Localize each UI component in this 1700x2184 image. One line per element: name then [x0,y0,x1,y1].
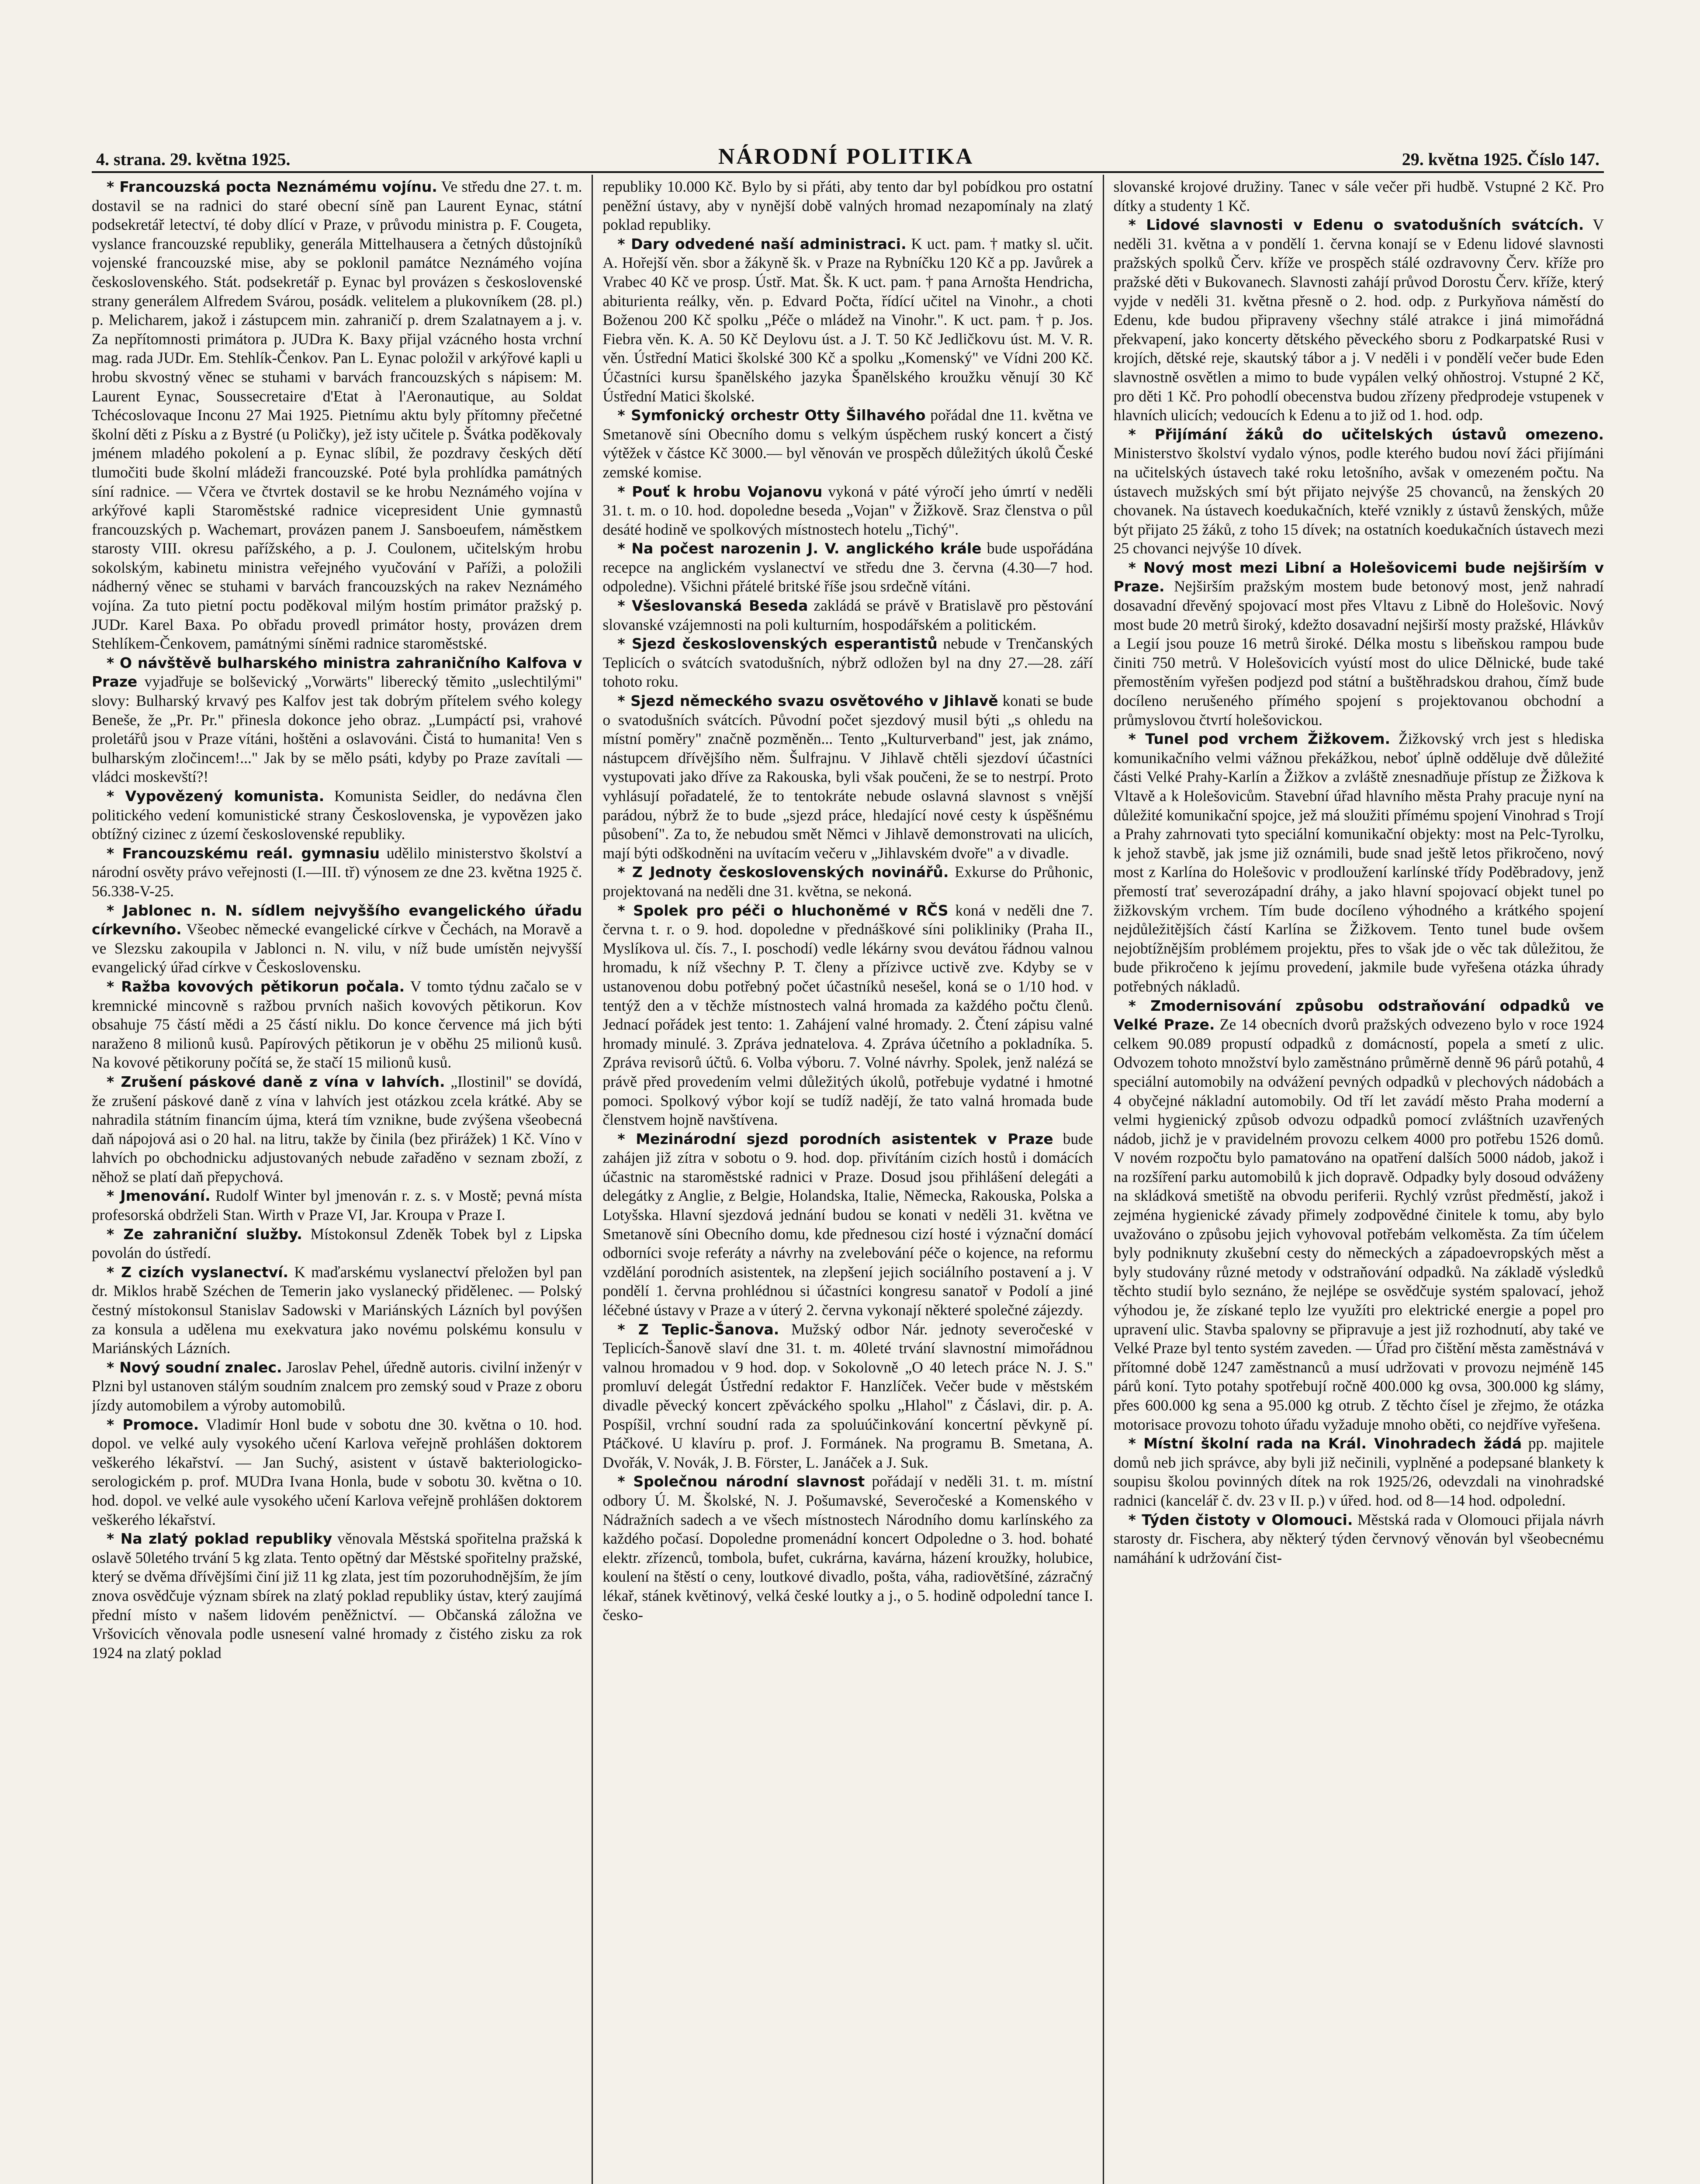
news-item-body: Jaroslav Pehel, úředně autoris. civilní inženýr v Plzni byl ustanoven stálým soudním znalcem pro zemský soud v Praze z oboru jízdy automobilem a výroby automobilů. [92,1358,582,1414]
news-item [602,1472,1093,1624]
news-item-headline: * Jablonec n. N. sídlem nejvyššího evangelického úřadu církevního. [92,902,582,938]
news-item-headline: * Lidové slavnosti v Edenu o svatodušních svátcích. [1128,216,1584,234]
news-item [602,596,1093,634]
news-item-headline: * Ze zahraniční služby. [107,1225,302,1243]
news-item-headline: * Přijímání žáků do učitelských ústavů omezeno. [1128,425,1604,443]
news-item-headline: * Společnou národní slavnost [617,1473,865,1490]
news-item-headline: * Týden čistoty v Olomouci. [1128,1511,1353,1528]
news-item-body: Žižkovský vrch jest s hlediska komunikačního velmi vážnou překážkou, neboť úplně odděluje dvě důležité části Velké Prahy-Karlín a Žižkov a zvláště znesnadňuje přístup ze Žižkova k Vltavě a k Holešovicům. Stavební úřad hlavního města Prahy pracuje nyní na důležité komunikační spojce, jež má sloužiti přímému spojení Vinohrad s Trojí a Prahy zahrnovati tyto speciální komunikační objekty: most na Pelc-Tyrolku, k jehož stavbě, jak jsme již oznámili, bude snad ještě letos přikročeno, nový most z Karlína do Holešovic v prodloužení karlínské třídy Poděbradovy, jenž přemostí trať severozápadní dráhy, a jako hlavní spojovací objekt tunel po žižkovským vrchem. Tím bude docíleno výhodného a krátkého spojení nejdůležitějších částí Karlína se Žižkovem. Tento tunel bude ovšem nejobtížnějším problémem projektu, přes to však jde o věc tak důležitou, že bude přikročeno k jejímu provedení, jakmile bude vyřešena otázka úhrady potřebných nákladů. [1113,730,1604,995]
news-item-headline: * Nový soudní znalec. [107,1358,282,1376]
page-header [96,139,1600,169]
news-item-body: Ministerstvo školství vydalo výnos, podle kterého budou noví žáci přijímáni na učitelských ústavech také roku letošního, avšak v omezeném počtu. Na ústavech mužských smí být přijato nejvýše 25 chovanců, na ženských 20 chovanek. Na ústavech koedukačních, kteřé vznikly z ústavů ženských, může být přijato 25 žáků, z toho 15 dívek; na ostatních koedukačních ústavech mezi 25 chovanci nejvýše 10 dívek. [1113,444,1604,557]
news-item-body: Ve středu dne 27. t. m. dostavil se na radnici do staré obecní síně pan Laurent Eynac, státní podsekretář letectví, té doby dlící v Praze, v průvodu ministra p. F. Cougeta, vyslance francouzské republiky, generála Mittelhausera a četných důstojníků vojenské francouzské mise, aby se poklonil památce Neznámého vojína československého. Stát. podsekretář p. Eynac byl provázen s československé strany generálem Alfredem Svárou, posádk. velitelem a plukovníkem (28. pl.) p. Melicharem, jakož i zástupcem min. zahraničí p. drem Szalatnayem a j. v. Za nepřítomnosti primátora p. JUDra K. Baxy přijal vzácného hosta vrchní mag. rada JUDr. Em. Stehlík-Čenkov. Pan L. Eynac položil v arkýřové kapli u hrobu skvostný věnec se stuhami v barvách francouzských s nápisem: M. Laurent Eynac, Soussecretaire d'Etat à l'Aeronautique, au Soldat Tchécoslovaque Inconu 27 Mai 1925. Pietnímu aktu byly přítomny přečetné školní děti z Písku a z Bystré (u Poličky), jež isty učitele p. Švátka poděkovaly jménem mladého pokolení a p. Eynac slíbil, že pozdravy českých dětí tlumočiti bude školní mládeži francouzské. Poté byla prohlídka památných síní radnice. — Včera ve čtvrtek dostavil se ke hrobu Neznámého vojína v arkýřové kapli Staroměstské radnice vicepresident Unie gymnastů francouzských p. Wachemart, provázen panem J. Sansboeufem, náměstkem starosty VIII. okresu pařížského, a p. J. Coulonem, učitelským hrobu sokolským, kabinetu ministra veřejného vyučování v Paříži, a položili nádherný věnec se stuhami v barvách francouzských na rakev Neznámého vojína. Za tuto pietní poctu poděkoval milým hostím primátor pražský p. JUDr. Karel Baxa. Po obřadu provedl primátor hosty, provázen drem Stehlíkem-Čenkovem, památnými síněmi radnice staroměstské. [92,178,582,653]
news-item [92,901,582,977]
news-item-body: Komunista Seidler, do nedávna člen politického vedení komunistické strany Československa, je vypovězen jako obtížný cizinec z území československé republiky. [92,787,582,843]
news-item-headline: * Dary odvedené naší administraci. [617,235,907,252]
news-item-body: konati se bude o svatodušních svátcích. Původní počet sjezdový musil býti „s ohledu na místní poměry" značně pozměněn... Tento „Kulturverband" jest, jak známo, nástupcem dřívějšího něm. Šulfrajnu. V Jihlavě chtěli sjezdoví účastníci vystupovati jako dříve za Rakouska, byli však poučeni, že se to nestrpí. Proto vyhlásují pořadatelé, že to tentokráte nebude oslavná slavnost s vnější parádou, nýbrž že to bude „sjezd práce, hledající nové cesty k úspěšnému působení". Za to, že nebudou smět Němci v Jihlavě demonstrovati na ulicích, mají býti odškodněni na uvítacím večeru v „Jihlavském dvoře" a v divadle. [602,692,1093,862]
news-item [1114,1510,1604,1568]
news-item [1114,729,1604,996]
news-item [92,1186,582,1224]
news-item [1114,996,1604,1434]
news-item-body: bude uspořádána recepce na anglickém vyslanectví ve středu dne 3. června (4.30—7 hod. odpoledne). Všichni přátelé britské říše jsou srdečně vítáni. [602,539,1093,595]
masthead-title: NÁRODNÍ POLITIKA [718,144,974,169]
news-item-headline: * Zmodernisování způsobu odstraňování odpadků ve Velké Praze. [1113,997,1604,1033]
news-item [92,1529,582,1662]
news-item [92,1358,582,1415]
news-item [602,539,1093,596]
news-item-headline: * Sjezd německého svazu osvětového v Jihlavě [617,692,998,710]
news-item [1114,177,1604,215]
news-item [92,977,582,1072]
news-item [602,482,1093,539]
news-item [602,235,1093,406]
news-item-body: Vladimír Honl bude v sobotu dne 30. května o 10. hod. dopol. ve velké auly vysokého učení Karlova veřejně prohlášen doktorem veškerého lékařství. — Jan Suchý, asistent v ústavě bakteriologicko-serologickém p. prof. MUDra Ivana Honla, bude v sobotu 30. května o 10. hod. dopol. ve velké aule vysokého učení Karlova veřejně prohlášen doktorem veškerého lékařství. [92,1415,582,1528]
news-item-body: Exkurse do Průhonic, projektovaná na neděli dne 31. května, se nekoná. [602,863,1093,900]
news-item [602,1320,1093,1472]
news-item [602,177,1093,235]
news-item [92,844,582,901]
news-item-body: K maďarskému vyslanectví přeložen byl pan dr. Miklos hrabě Széchen de Temerin jako vyslanecký přidělenec. — Polský čestný místokonsul Stanislav Sadowski v Mariánských Lázních byl povýšen za konsula a udělena mu exekvatura jako novému polskému konsulu v Mariánských Lázních. [92,1263,582,1357]
news-item [92,1072,582,1187]
news-item [92,1225,582,1263]
news-item-headline: * Z Jednoty československých novinářů. [617,864,949,881]
article-columns [92,175,1604,2184]
news-item-headline: * Mezinárodní sjezd porodních asistentek v Praze [617,1130,1053,1147]
news-item-body: pp. majitele domů neb jich správce, aby byli již nečinili, vyplněné a podepsané blankety k soupisu školou povinných dítek na rok 1925/26, odevzdali na vinohradské radnici (kancelář č. dv. 23 v II. p.) v úřed. hod. od 8—14 hod. odpolední. [1113,1434,1604,1509]
news-item-body: Místokonsul Zdeněk Tobek byl z Lipska povolán do ústředí. [92,1225,582,1262]
news-item-body: pořádal dne 11. května ve Smetanově síni Obecního domu s velkým úspěchem ruský koncert a čistý výtěžek v částce Kč 3000.— byl věnován ve prospěch důležitých úkolů České zemské komise. [602,406,1093,481]
news-item-body: koná v neděli dne 7. června t. r. o 9. hod. dopoledne v přednáškové síni polikliniky (Praha II., Myslíkova ul. čís. 7., I. poschodí) vedle lékárny svou devátou řádnou valnou hromadu, k níž všechny P. T. členy a přízivce uctivě zve. Kdyby se v ustanovenou dobu potřebný počet účastníků nesešel, koná se o 1/10 hod. v tentýž den a v těchže místnostech valná hromada za každého počtu členů. Jednací pořádek jest tento: 1. Zahájení valné hromady. 2. Čtení zápisu valné hromady minulé. 3. Zpráva jednatelova. 4. Zpráva účetního a pokladníka. 5. Zpráva revisorů účtů. 6. Volba výboru. 7. Volné návrhy. Spolek, jenž nalézá se právě před provedením velmi důležitých úkolů, potřebuje vydatné i hmotné pomoci. Spolkový výbor kojí se tudíž nadějí, že tato valná hromada bude členstvem hojně navštívena. [602,901,1093,1129]
news-item [92,1415,582,1530]
news-item-headline: * Promoce. [107,1416,199,1433]
news-item [602,691,1093,863]
column-1 [92,175,592,2184]
news-item [1114,215,1604,425]
news-item-body: „Ilostinil" se dovídá, že zrušení páskové daně z vína v lahvích jest otázkou zcela krátké. Aby se nahradila státním financím újma, která tím vznikne, bude zvýšena všeobecná daň nápojová asi o 20 hal. na litru, takže by činila (bez přirážek) 1 Kč. Víno v lahvích po obchodnicku adjustovaných nebude zařaděno v seznam zboží, z něhož se platí daň přepychová. [92,1072,582,1185]
news-item-body: Městská rada v Olomouci přijala návrh starosty dr. Fischera, aby některý týden červnový věnován byl všeobecnému namáhání k udržování čist- [1113,1510,1604,1566]
news-item-headline: * Zrušení páskové daně z vína v lahvích. [107,1073,445,1090]
news-item-headline: * Na zlatý poklad republiky [107,1530,332,1548]
news-item-body: republiky 10.000 Kč. Bylo by si přáti, aby tento dar byl pobídkou pro ostatní peněžní ústavy, aby v nynější době valných hromad nezapomínaly na zlatý poklad republiky. [602,178,1093,234]
news-item [602,863,1093,901]
news-item-headline: * Sjezd československých esperantistů [617,635,938,653]
news-item-body: pořádají v neděli 31. t. m. místní odbory Ú. M. Školské, N. J. Pošumavské, Severočeské a Komenského v Nádražních sadech a ve všech místnostech Národního domu karlínského za každého počasí. Dopoledne promenádní koncert Odpoledne o 3. hod. bohaté elektr. zřízenců, tombola, bufet, cukrárna, kavárna, házení kroužky, holubice, koulení na štěstí o ceny, loutkové divadlo, pošta, váha, radiovětšíné, zázračný lékař, stánek květinový, velká české loutky a j., o 5. hodině odpolední tance I. česko- [602,1472,1093,1624]
news-item-body: V tomto týdnu začalo se v kremnické mincovně s ražbou prvních našich kovových pětikorun. Kov obsahuje 75 částí mědi a 25 částí niklu. Do konce července má jich býti naraženo 8 milionů kusů. Papírových pětikorun je v oběhu 25 milionů kusů. Na kovové pětikoruny počítá se, že stačí 15 milionů kusů. [92,977,582,1071]
news-item-headline: * Z cizích vyslanectví. [107,1263,289,1281]
column-2 [592,175,1102,2184]
news-item-headline: * Nový most mezi Libní a Holešovicemi bude nejširším v Praze. [1113,559,1604,595]
news-item-headline: * O návštěvě bulharského ministra zahraničního Kalfova v Praze [92,654,582,691]
news-item-body: Rudolf Winter byl jmenován r. z. s. v Mostě; pevná místa profesorská obdrželi Stan. Wirth v Praze VI, Jar. Kroupa v Praze I. [92,1187,582,1224]
news-item-headline: * Z Teplic-Šanova. [617,1320,779,1338]
news-item-headline: * Tunel pod vrchem Žižkovem. [1128,730,1391,748]
news-item-body: Ze 14 obecních dvorů pražských odvezeno bylo v roce 1924 celkem 90.089 propustí odpadků z domácností, popela a smetí z ulic. Odvozem tohoto množství bylo zaměstnáno průměrně denně 96 párů potahů, 4 speciální automobily na odvážení pevných odpadků v plechových nádobách a 4 obyčejné nákladní automobily. Od tří let zavádí město Praha moderní a velmi hygienický způsob odvozu odpadků pomocí zvláštních uzavřených nádob, jichž je v pravidelném provozu celkem 4000 pro potřebu 1526 domů. V novém rozpočtu bylo pamatováno na opatření dalších 5000 nádob, jakož i na rozšíření parku automobilů k jich dopravě. Odpadky byly dosoud odváženy na skládková smetiště na obvodu periferii. Rychlý vzrůst předměstí, jakož i zejména hygienické závady přimely zodpovědné činitele k tomu, aby bylo uvažováno o způsobu jejich vyhovoval potřebám velkoměsta. Za tím účelem byly podniknuty zkušební cesty do německých a západoevropských měst a byly studovány různé metody v odstraňování odpadků. Na základě výsledků těchto studií bylo seznáno, že nejlépe se osvědčuje systém spalovací, jehož výhodou je, že získané teplo lze využíti pro elektrické energie a popel pro upravení ulic. Stavba spalovny se připravuje a jest již rozhodnutí, aby také ve Velké Praze byl tento systém zaveden. — Úřad pro čištění města zaměstnává v přítomné době 1247 zaměstnanců a musí udržovati v provozu nejméně 145 párů koní. Tyto potahy spotřebují ročně 400.000 kg ovsa, 300.000 kg slámy, přes 600.000 kg sena a 95.000 kg otrub. Z těchto čísel je zřejmo, že otázka motorisace provozu tohoto úřadu vyžaduje mnoho oběti, co nejdříve vyřešena. [1113,1016,1604,1433]
news-item-headline: * Na počest narozenin J. V. anglického krále [617,540,982,557]
news-item-headline: * Francouzskému reál. gymnasiu [107,844,380,862]
news-item-body: bude zahájen již zítra v sobotu o 9. hod. dop. přivítáním cizích hostů i domácích účastnic na staroměstské radnici v Praze. Dosud jsou přihlášení delegáti a delegátky z Anglie, z Belgie, Holandska, Italie, Německa, Rakouska, Polska a Lotyšska. Hlavní sjezdová jednání budou se konati v neděli 31. května ve Smetanově síni Obecního domu, kde přednesou cizí hosté i význační domácí odborníci svoje referáty a návrhy na zvelebování péče o kojence, na reformu vzdělání porodních asistentek, na zlepšení jejich sociálního postavení a j. V pondělí 1. června prohlédnou si účastníci kongresu sanatoř v Podolí a jiné léčebné ústavy v Praze a v úterý 2. června vykonají některé společné zájezdy. [602,1130,1093,1319]
news-item-body: vyjadřuje se bolševický „Vorwärts" liberecký těmito „uslechtilými" slovy: Bulharský krvavý pes Kalfov jest tak dobrým přítelem svého kolegy Beneše, že „Pr. Pr." přinesla dokonce jeho obraz. „Lumpáctí psi, vrahové proletářů jsou v Praze vítáni, hoštěni a oslavováni. Čistá to humanita! Ven s bulharským zločincem!..." Jak by se mělo psáti, kdyby po Praze zavítali — vládci moskevští?! [92,673,582,786]
news-item-body: nebude v Trenčanských Teplicích o svátcích svatodušních, nýbrž odložen byl na dny 27.—28. září tohoto roku. [602,635,1093,691]
news-item-headline: * Symfonický orchestr Otty Šilhavého [617,407,926,424]
news-item-headline: * Všeslovanská Beseda [617,597,808,615]
news-item [92,1263,582,1358]
column-3 [1103,175,1604,2184]
news-item [602,406,1093,482]
news-item-headline: * Jmenování. [107,1187,211,1205]
news-item [1114,1434,1604,1510]
news-item [1114,425,1604,558]
news-item-body: vykoná v páté výročí jeho úmrtí v neděli 31. t. m. o 10. hod. dopoledne beseda „Vojan" v Žižkově. Sraz členstva o půl desáté hodině ve spolkových místnostech hotelu „Tichý". [602,482,1093,538]
news-item [602,901,1093,1130]
news-item [1114,558,1604,729]
news-item-body: V neděli 31. května a v pondělí 1. června konají se v Edenu lidové slavnosti pražských spolků Červ. kříže ve prospěch stálé ozdravovny Červ. kříže pro pražské děti v Bukovanech. Slavnosti zahájí průvod Dorostu Červ. kříže, který vyjde v neděli 31. května přesně o 2. hod. odp. z Purkyňova náměstí do Edenu, kde budou připraveny všechny stálé atrakce i jiná mimořádná překvapení, jako koncerty dětského pěveckého sboru z Podkarpatské Rusi v krojích, dětské reje, skautský tábor a j. V neděli i v pondělí večer bude Eden slavnostně osvětlen a mimo to bude vypálen velký ohňostroj. Vstupné 2 Kč, pro děti 1 Kč. Pro pohodlí obecenstva budou zřízeny předprodeje vstupenek v hlavních ulicích; vedoucích k Edenu a to již od 1. hod. odp. [1113,216,1604,424]
news-item-headline: * Vypovězený komunista. [107,788,325,805]
news-item [92,787,582,844]
news-item-headline: * Ražba kovových pětikorun počala. [107,978,405,995]
news-item-body: věnovala Městská spořitelna pražská k oslavě 50letého trvání 5 kg zlata. Tento opětný dar Městské spořitelny pražské, který se dvěma dřívějšími činí již 11 kg zlata, jest tím pozoruhodnějším, že jím znova osvědčuje význam sbírek na zlatý poklad republiky ústav, který zaujímá přední místo v našem lidovém peněžnictví. — Občanská záložna ve Vršovicích věnovala podle usnesení valné hromady z čistého zisku za rok 1924 na zlatý poklad [92,1530,582,1662]
news-item-headline: * Spolek pro péči o hluchoněmé v RČS [617,902,949,919]
news-item-body: slovanské krojové družiny. Tanec v sále večer při hudbě. Vstupné 2 Kč. Pro dítky a studenty 1 Kč. [1113,178,1604,214]
page-number-left: 4. strana. 29. května 1925. [96,149,291,169]
news-item-body: Nejširším pražským mostem bude betonový most, jenž nahradí dosavadní dřevěný spojovací most přes Vltavu z Libně do Holešovic. Nový most bude 20 metrů široký, kdežto dosavadní nejširší mosty pražské, Hlávkův a Legií jsou pouze 16 metrů široké. Délka mostu s libeňskou rampou bude činiti 750 metrů. V Holešovicích vyústí most do ulice Dělnické, bude také přemostěním vyřešen podjezd pod státní a buštěhradskou drahou, čímž bude docíleno nerušeného přímého spojení s projektovanou obchodní a průmyslovou čtvrtí holešovickou. [1113,577,1604,729]
news-item-headline: * Pouť k hrobu Vojanovu [617,483,823,500]
news-item-headline: * Francouzská pocta Neznámému vojínu. [107,178,437,195]
page-number-right: 29. května 1925. Číslo 147. [1402,149,1600,169]
news-item [602,1130,1093,1320]
header-rule [92,171,1604,173]
news-item-headline: * Místní školní rada na Král. Vinohradech žádá [1128,1435,1522,1452]
news-item-body: zakládá se právě v Bratislavě pro pěstování slovanské vzájemnosti na poli kulturním, hospodářském a politickém. [602,597,1093,633]
news-item-body: udělilo ministerstvo školství a národní osvěty právo veřejnosti (I.—III. tř) výnosem ze dne 23. května 1925 č. 56.338-V-25. [92,844,582,900]
news-item-body: K uct. pam. † matky sl. učit. A. Hořejší věn. sbor a žákyně šk. v Praze na Rybníčku 120 Kč a pp. Javůrek a Vrabec 40 Kč ve prosp. Ústř. Mat. Šk. K uct. pam. † pana Arnošta Hendricha, abiturienta reálky, věn. p. Edvard Počta, řídící učitel na Vinohr., a choti Boženou 200 Kč spolku „Péče o mládež na Vinohr.". K uct. pam. † p. Jos. Fiebra věn. K. A. 50 Kč Deylovu úst. a J. T. 50 Kč Jedličkovu úst. M. V. R. věn. Ústřední Matici školské 300 Kč a spolku „Komenský" ve Vídni 200 Kč. Účastníci kursu španělského jazyka Španělského kroužku věnují 30 Kč Ústřední Matici školské. [602,235,1093,405]
news-item [92,177,582,653]
news-item [92,653,582,787]
news-item [602,634,1093,691]
news-item-body: Všeobec německé evangelické církve v Čechách, na Moravě a ve Slezsku zakoupila v Jablonci n. N. vilu, v níž bude umístěn nejvyšší evangelický úřad církve v Československu. [92,920,582,976]
news-item-body: Mužský odbor Nár. jednoty severočeské v Teplicích-Šanově slaví dne 31. t. m. 40leté trvání slavnostní mimořádnou valnou hromadou v 9 hod. dop. v Sokolovně „O 40 letech práce N. J. S." promluví delegát Ústřední redaktor F. Hanzlíček. Večer bude v městském divadle pěvecký koncert zpěváckého spolku „Hlahol" z Čáslavi, dir. p. A. Pospíšil, vrchní soudní rada za spoluúčinkování koncertní pěvkyně pí. Ptáčkové. U klavíru p. prof. J. Formánek. Na programu B. Smetana, A. Dvořák, V. Novák, J. B. Förster, L. Janáček a J. Suk. [602,1320,1093,1471]
